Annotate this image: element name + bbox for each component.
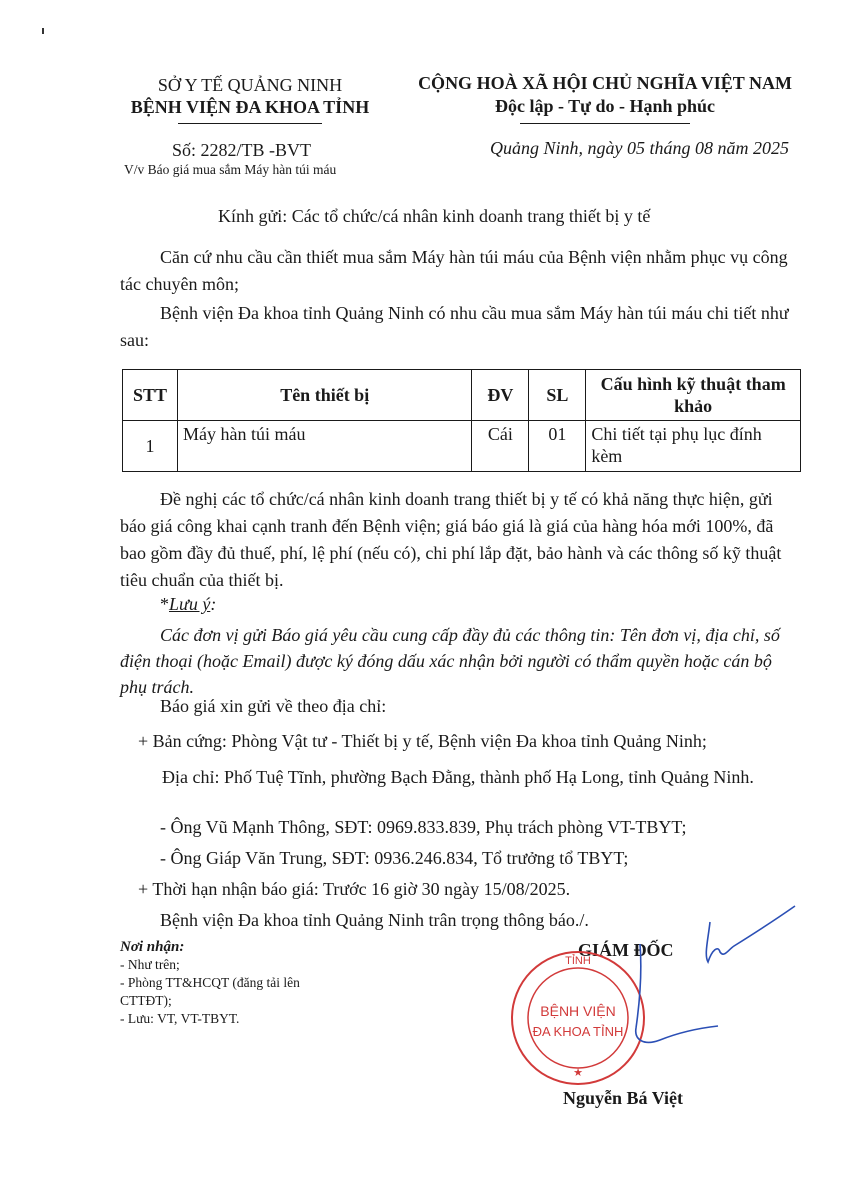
table-header-row — [123, 370, 801, 421]
hospital-name: BỆNH VIỆN ĐA KHOA TỈNH — [130, 97, 370, 117]
nation-block — [405, 72, 805, 118]
cell-unit: Cái — [472, 421, 529, 472]
header-device-name: Tên thiết bị — [177, 370, 471, 421]
send-to: Báo giá xin gửi về theo địa chỉ: — [160, 696, 387, 716]
closing-line: Bệnh viện Đa khoa tỉnh Quảng Ninh trân trọng thông báo./. — [160, 910, 589, 930]
header-stt: STT — [123, 370, 178, 421]
street-address: Địa chỉ: Phố Tuệ Tĩnh, phường Bạch Đằng, thành phố Hạ Long, tỉnh Quảng Ninh. — [162, 767, 754, 787]
cell-stt: 1 — [123, 421, 178, 472]
deadline: + Thời hạn nhận báo giá: Trước 16 giờ 30 ngày 15/08/2025. — [138, 879, 571, 899]
header-quantity: SL — [529, 370, 586, 421]
cell-spec: Chi tiết tại phụ lục đính kèm — [586, 421, 801, 472]
agency-name: SỞ Y TẾ QUẢNG NINH — [157, 75, 343, 95]
header-spec: Cấu hình kỹ thuật tham khảo — [586, 370, 801, 421]
signer-name: Nguyễn Bá Việt — [563, 1088, 684, 1108]
motto-underline — [520, 123, 690, 124]
place-date: Quảng Ninh, ngày 05 tháng 08 năm 2025 — [490, 138, 789, 158]
nation-title: CỘNG HOÀ XÃ HỘI CHỦ NGHĨA VIỆT NAM — [418, 73, 792, 93]
document-subject: V/v Báo giá mua sắm Máy hàn túi máu — [124, 162, 337, 177]
recipient-item: - Lưu: VT, VT-TBYT. — [120, 1011, 240, 1026]
recipient-item: - Phòng TT&HCQT (đăng tải lên CTTĐT); — [120, 975, 300, 1008]
salutation: Kính gửi: Các tổ chức/cá nhân kinh doanh trang thiết bị y tế — [218, 206, 651, 226]
table-row — [123, 421, 801, 472]
recipient-item: - Như trên; — [120, 957, 180, 972]
equipment-table — [122, 369, 801, 472]
note-label: Lưu ý — [169, 594, 211, 614]
hard-copy-address: + Bản cứng: Phòng Vật tư - Thiết bị y tế, Bệnh viện Đa khoa tỉnh Quảng Ninh; — [138, 731, 707, 751]
signer-position: GIÁM ĐỐC — [578, 940, 674, 960]
scan-mark — [42, 28, 44, 34]
paragraph-need: Bệnh viện Đa khoa tỉnh Quảng Ninh có nhu cầu mua sắm Máy hàn túi máu chi tiết như sau: — [120, 303, 789, 350]
paragraph-request: Đề nghị các tổ chức/cá nhân kinh doanh trang thiết bị y tế có khả năng thực hiện, gửi báo giá công khai cạnh tranh đến Bệnh viện; giá báo giá là giá của hàng hóa mới 100%, đã bao gồm đầy đủ thuế, phí, lệ phí (nếu có), chi phí lắp đặt, bảo hành và các thông số kỹ thuật tiêu chuẩn của thiết bị. — [120, 489, 782, 590]
issuer-underline — [178, 123, 322, 124]
signature-stroke-top — [706, 906, 795, 962]
nation-motto: Độc lập - Tự do - Hạnh phúc — [494, 96, 716, 116]
note-text: Các đơn vị gửi Báo giá yêu cầu cung cấp đầy đủ các thông tin: Tên đơn vị, địa chỉ, số điện thoại (hoặc Email) được ký đóng dấu xác nhận bởi người có thẩm quyền hoặc cán bộ phụ trách. — [120, 625, 780, 697]
seal-line-2: ĐA KHOA TỈNH — [532, 1024, 624, 1039]
contact-thong: - Ông Vũ Mạnh Thông, SĐT: 0969.833.839, Phụ trách phòng VT-TBYT; — [160, 817, 687, 837]
signature-stroke-bottom — [636, 944, 718, 1042]
seal-line-1: BỆNH VIỆN — [540, 1003, 616, 1019]
cell-device-name: Máy hàn túi máu — [177, 421, 471, 472]
note-star: * — [160, 594, 169, 614]
header-unit: ĐV — [472, 370, 529, 421]
paragraph-basis: Căn cứ nhu cầu cần thiết mua sắm Máy hàn túi máu của Bệnh viện nhằm phục vụ công tác chuyên môn; — [120, 247, 788, 294]
document-number: Số: 2282/TB -BVT — [172, 140, 312, 160]
recipients-title: Nơi nhận: — [120, 939, 185, 955]
cell-quantity: 01 — [529, 421, 586, 472]
seal-star: ★ — [573, 1067, 583, 1079]
contact-trung: - Ông Giáp Văn Trung, SĐT: 0936.246.834, Tổ trưởng tổ TBYT; — [160, 848, 629, 868]
note-heading — [160, 594, 216, 615]
seal-ring-text: TỈNH — [565, 955, 591, 967]
issuer-block — [100, 74, 400, 118]
note-colon: : — [210, 594, 217, 614]
handwritten-signature — [600, 900, 820, 1060]
recipients-block — [120, 938, 360, 1028]
